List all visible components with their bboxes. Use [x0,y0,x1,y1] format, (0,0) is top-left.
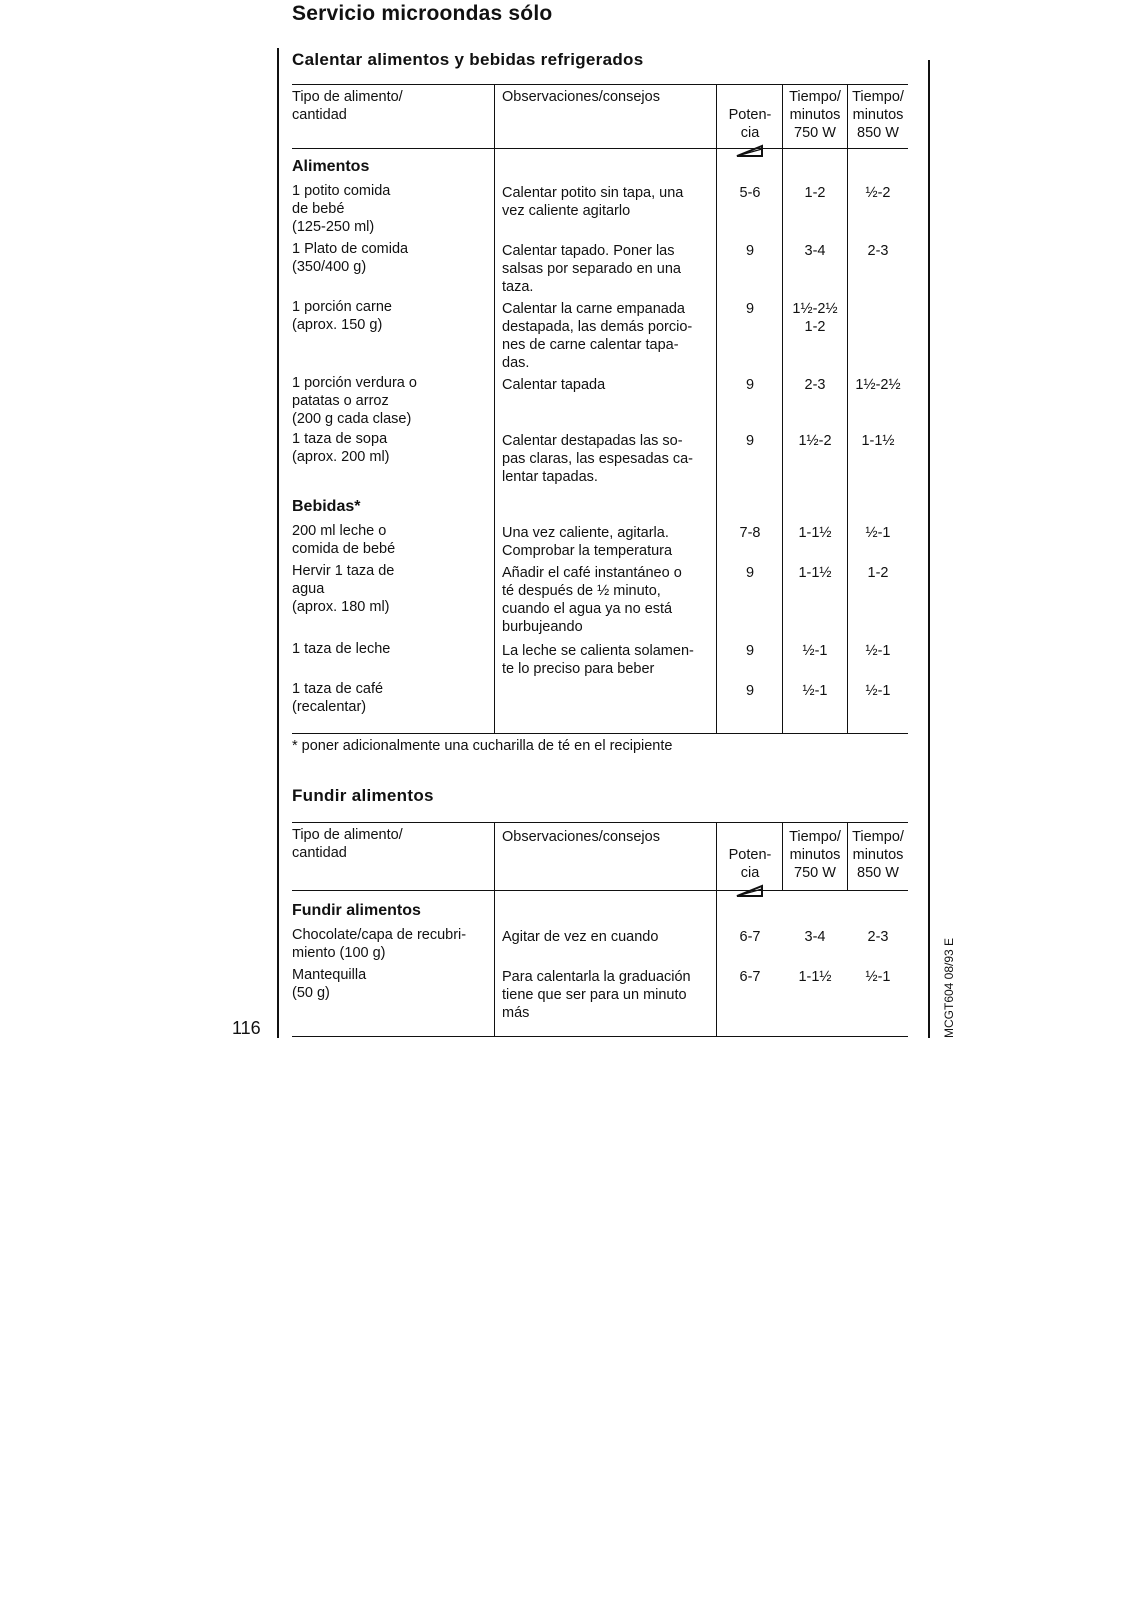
footnote: * poner adicionalmente una cucharilla de té en el recipiente [292,738,673,754]
table-row-cell-tipo: 200 ml leche o comida de bebé [292,523,396,557]
table-row-cell-potencia: 9 [745,565,755,581]
left-margin-rule [277,48,279,1038]
potencia-label: Poten- cia [728,107,772,141]
table-row-cell-obs: Calentar destapadas las so- pas claras, las espesadas ca- lentar tapadas. [502,433,694,485]
table1-top-rule [292,84,908,85]
table1-header-rule [292,148,908,149]
table-row-cell-750: 1½-2½ 1-2 [792,301,838,335]
table-row-cell-obs: Una vez caliente, agitarla. Comprobar la temperatura [502,525,673,559]
table-row-cell-850: 2-3 [867,929,889,945]
right-margin-rule [928,60,930,1038]
table1-bottom-rule [292,733,908,734]
group-label-fundir: Fundir alimentos [292,902,421,919]
page-number: 116 [232,1018,261,1038]
table1-col-divider-2 [716,84,717,733]
table-row-cell-potencia: 9 [745,643,755,659]
table-row-cell-potencia: 6-7 [739,969,761,985]
power-ramp-icon [735,884,765,898]
table1-header-potencia [718,88,782,176]
table-row-cell-850: ½-2 [865,185,891,201]
table-row-cell-obs: Calentar potito sin tapa, una vez caliente agitarlo [502,185,684,219]
table2-header-obs: Observaciones/consejos [502,829,660,845]
potencia-label: Poten- cia [728,847,772,881]
table-row-cell-750: ½-1 [802,683,828,699]
section-heading-calentar: Calentar alimentos y bebidas refrigerados [292,50,644,69]
table-row-cell-obs: Añadir el café instantáneo o té después de ½ minuto, cuando el agua ya no está burbujeando [502,565,682,635]
table-row-cell-potencia: 6-7 [739,929,761,945]
page-title: Servicio microondas sólo [292,2,553,25]
table1-header-850: Tiempo/ minutos 850 W [852,89,904,141]
table2-header-potencia [718,828,782,916]
table-row-cell-850: ½-1 [865,683,891,699]
table-row-cell-tipo: 1 potito comida de bebé (125-250 ml) [292,183,391,235]
table-row-cell-potencia: 9 [745,683,755,699]
table-row-cell-750: ½-1 [802,643,828,659]
table-row-cell-750: 1-1½ [798,565,832,581]
table1-header-tipo: Tipo de alimento/ cantidad [292,89,403,123]
table-row-cell-potencia: 9 [745,377,755,393]
table-row-cell-750: 3-4 [804,243,826,259]
table-row-cell-tipo: 1 taza de sopa (aprox. 200 ml) [292,431,390,465]
table2-bottom-rule [292,1036,908,1037]
table-row-cell-tipo: 1 taza de café (recalentar) [292,681,384,715]
table-row-cell-850: 1½-2½ [855,377,901,393]
table-row-cell-750: 2-3 [804,377,826,393]
table-row-cell-850: 2-3 [867,243,889,259]
table-row-cell-potencia: 7-8 [739,525,761,541]
group-label-bebidas: Bebidas* [292,498,361,515]
table-row-cell-obs: La leche se calienta solamen- te lo preciso para beber [502,643,694,677]
table1-header-obs: Observaciones/consejos [502,89,660,105]
table-row-cell-tipo: 1 taza de leche [292,641,391,657]
table-row-cell-750: 1-2 [804,185,826,201]
table-row-cell-tipo: 1 porción verdura o patatas o arroz (200 g cada clase) [292,375,417,427]
table2-header-850: Tiempo/ minutos 850 W [852,829,904,881]
table-row-cell-tipo: 1 Plato de comida (350/400 g) [292,241,409,275]
table2-header-rule [292,890,908,891]
power-ramp-icon [735,144,765,158]
table1-col-divider-1 [494,84,495,733]
table1-col-divider-4 [847,84,848,733]
table-row-cell-850: ½-1 [865,525,891,541]
table-row-cell-tipo: 1 porción carne (aprox. 150 g) [292,299,392,333]
table1-col-divider-3 [782,84,783,733]
document-code: MCGT604 08/93 E [942,937,956,1038]
table1-header-750: Tiempo/ minutos 750 W [789,89,841,141]
table-row-cell-obs: Calentar la carne empanada destapada, las demás porcio- nes de carne calentar tapa- das. [502,301,693,371]
table-row-cell-750: 1-1½ [798,969,832,985]
table-row-cell-obs: Calentar tapado. Poner las salsas por separado en una taza. [502,243,681,295]
table-row-cell-850: ½-1 [865,643,891,659]
group-label-alimentos: Alimentos [292,158,370,175]
table2-header-750: Tiempo/ minutos 750 W [789,829,841,881]
table-row-cell-tipo: Hervir 1 taza de agua (aprox. 180 ml) [292,563,395,615]
table-row-cell-850: ½-1 [865,969,891,985]
table2-header-tipo: Tipo de alimento/ cantidad [292,827,403,861]
table2-top-rule [292,822,908,823]
section-heading-fundir: Fundir alimentos [292,786,434,805]
table-row-cell-tipo: Mantequilla (50 g) [292,967,367,1001]
table-row-cell-850: 1-1½ [861,433,895,449]
table-row-cell-obs: Para calentarla la graduación tiene que ser para un minuto más [502,969,691,1021]
table-row-cell-potencia: 5-6 [739,185,761,201]
table-row-cell-850: 1-2 [867,565,889,581]
table-row-cell-potencia: 9 [745,433,755,449]
table-row-cell-750: 1½-2 [798,433,832,449]
table-row-cell-750: 1-1½ [798,525,832,541]
table-row-cell-obs: Agitar de vez en cuando [502,929,659,945]
table-row-cell-obs: Calentar tapada [502,377,606,393]
table-row-cell-potencia: 9 [745,243,755,259]
table2-col-divider-2 [716,822,717,1036]
table-row-cell-tipo: Chocolate/capa de recubri- miento (100 g) [292,927,467,961]
table-row-cell-potencia: 9 [745,301,755,317]
table-row-cell-750: 3-4 [804,929,826,945]
